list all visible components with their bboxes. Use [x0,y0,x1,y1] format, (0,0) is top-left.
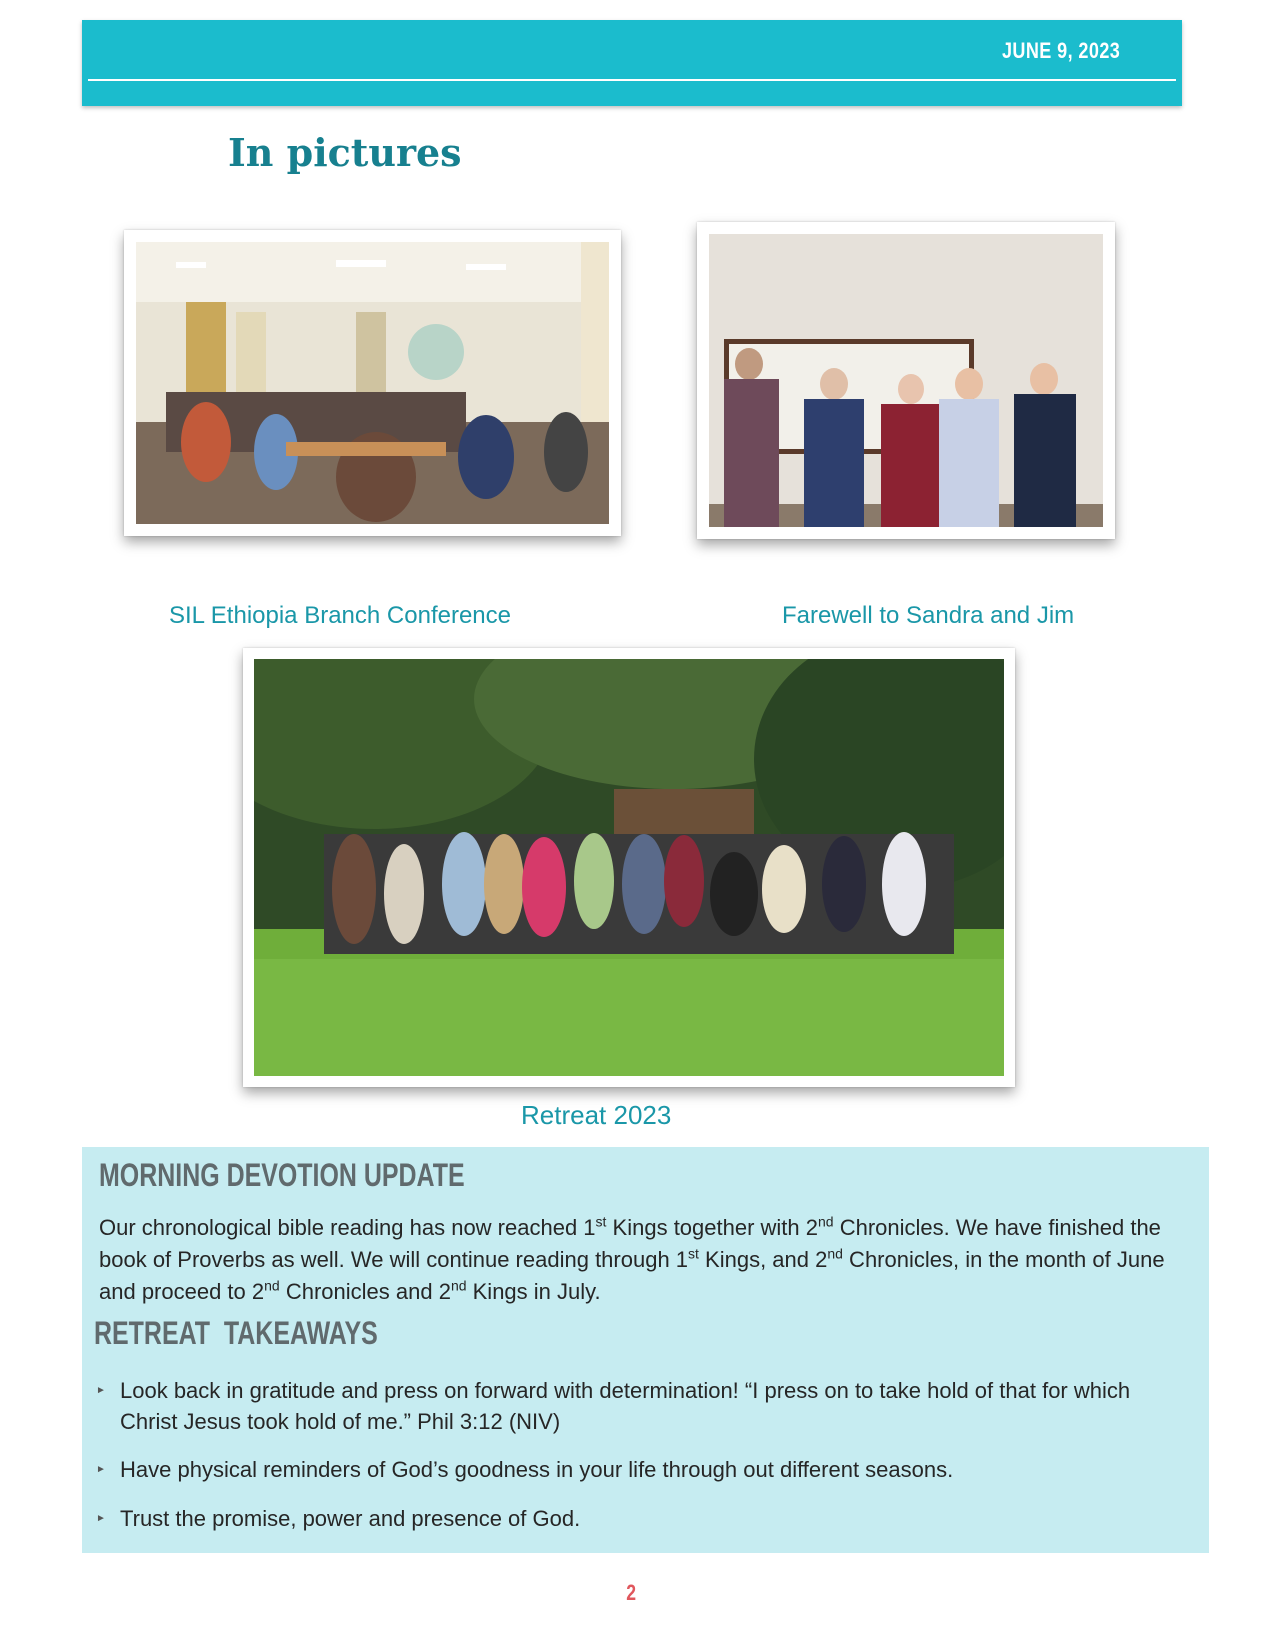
retreat-photo-image [254,659,1004,1076]
list-item: ► Have physical reminders of God’s goodness in your life through out different seasons. [120,1454,1180,1485]
bullet-icon: ► [96,1385,106,1396]
conference-photo-image [136,242,609,524]
bullet-icon: ► [96,1513,106,1524]
farewell-photo-image [709,234,1103,527]
page-number: 2 [626,1580,637,1605]
photo-conference [124,230,621,536]
caption-farewell: Farewell to Sandra and Jim [782,602,1075,629]
page-title: In pictures [228,130,462,175]
photo-retreat [243,648,1015,1087]
bullet-icon: ► [96,1464,106,1475]
list-item: ► Look back in gratitude and press on forward with determination! “I press on to take hold of that for which Christ Jesus took hold of me.” Phil 3:12 (NIV) [120,1375,1180,1437]
photo-farewell [697,222,1115,539]
list-item: ► Trust the promise, power and presence of God. [120,1503,1180,1534]
header-rule [88,79,1176,81]
caption-conference: SIL Ethiopia Branch Conference [169,602,511,629]
info-panel [82,1147,1209,1553]
header-date: JUNE 9, 2023 [1001,38,1120,63]
devotion-paragraph: Our chronological bible reading has now reached 1st Kings together with 2nd Chronicles. We have finished the book of Proverbs as well. We will continue reading through 1st Kings, and 2nd Chronicles, in the month of June and proceed to 2nd Chronicles and 2nd Kings in July. [99,1213,1165,1304]
caption-retreat: Retreat 2023 [521,1100,672,1130]
header-band [82,20,1182,106]
takeaways-heading: RETREAT TAKEAWAYS [94,1315,378,1351]
devotion-heading: MORNING DEVOTION UPDATE [99,1157,465,1193]
